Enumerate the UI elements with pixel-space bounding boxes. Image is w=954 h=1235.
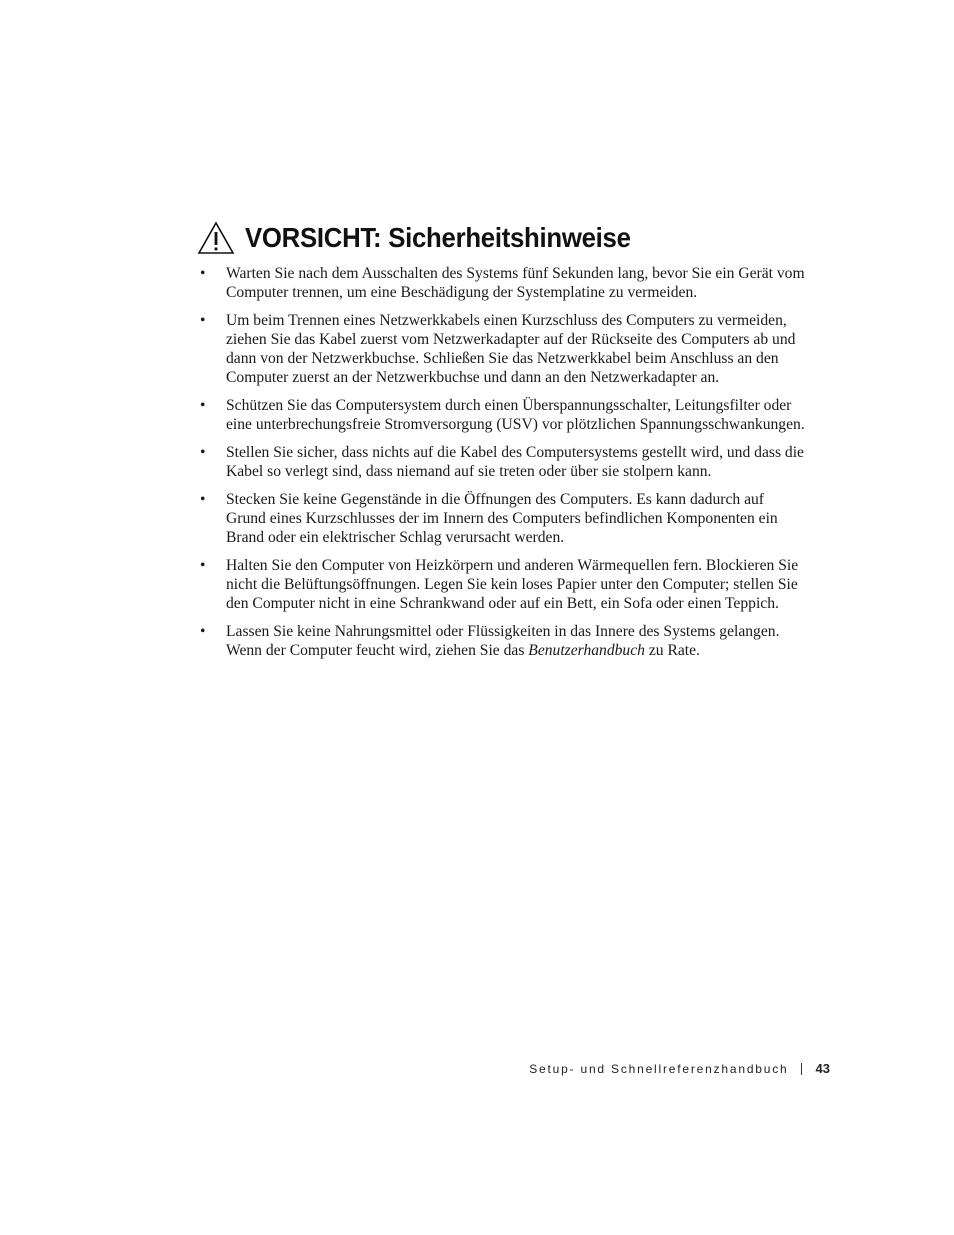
- list-item-text: [226, 623, 779, 659]
- list-item-text: Halten Sie den Computer von Heizkörpern und anderen Wärmequellen fern. Blockieren Sie nicht die Belüftungsöffnungen. Legen Sie kein loses Papier unter den Computer; stellen Sie den Computer nicht in eine Schrankwand oder auf ein Bett, ein Sofa oder einen Teppich.: [226, 557, 799, 612]
- safety-instructions-list: [200, 264, 805, 669]
- bullet: •: [200, 312, 206, 329]
- footer-title: Setup- und Schnellreferenzhandbuch: [529, 1061, 789, 1076]
- list-item-text: Warten Sie nach dem Ausschalten des Systems fünf Sekunden lang, bevor Sie ein Gerät vom Computer trennen, um eine Beschädigung der Systemplatine zu vermeiden.: [226, 265, 805, 301]
- bullet: •: [200, 397, 206, 414]
- page-title: VORSICHT: Sicherheitshinweise: [245, 222, 631, 253]
- page-number: 43: [815, 1061, 830, 1076]
- list-item: [200, 311, 805, 387]
- list-item: [200, 556, 805, 613]
- bullet: •: [200, 444, 206, 461]
- list-item-text: Um beim Trennen eines Netzwerkkabels einen Kurzschluss des Computers zu vermeiden, ziehen Sie das Kabel zuerst vom Netzwerkadapter auf der Rückseite des Computers ab und dann von der Netzwerkbuchse. Schließen Sie das Netzwerkkabel beim Anschluss an den Computer zuerst an der Netzwerkbuchse und dann an den Netzwerkadapter an.: [226, 312, 796, 386]
- list-item-text-part: Lassen Sie keine Nahrungsmittel oder Flüssigkeiten in das Innere des Systems gelangen. Wenn der Computer feucht wird, ziehen Sie das: [226, 623, 780, 659]
- bullet: •: [200, 265, 206, 282]
- bullet: •: [200, 557, 206, 574]
- list-item: [200, 396, 805, 434]
- footer-divider: [801, 1063, 802, 1075]
- list-item-text: Stecken Sie keine Gegenstände in die Öffnungen des Computers. Es kann dadurch auf Grund eines Kurzschlusses der im Innern des Computers befindlichen Komponenten ein Brand oder ein elektrischer Schlag verursacht werden.: [226, 491, 778, 546]
- bullet: •: [200, 491, 206, 508]
- list-item-text-part: zu Rate.: [644, 642, 700, 659]
- manual-title: Benutzerhandbuch: [528, 642, 645, 659]
- section-heading: [197, 218, 664, 258]
- list-item: [200, 443, 805, 481]
- list-item: [200, 490, 805, 547]
- list-item-text: Schützen Sie das Computersystem durch einen Überspannungsschalter, Leitungsfilter oder eine unterbrechungsfreie Stromversorgung (USV) vor plötzlichen Spannungsschwankungen.: [226, 397, 805, 433]
- list-item: [200, 622, 805, 660]
- warning-triangle-icon: [197, 221, 235, 255]
- list-item: [200, 264, 805, 302]
- page-footer: [529, 1061, 830, 1076]
- bullet: •: [200, 623, 206, 640]
- list-item-text: Stellen Sie sicher, dass nichts auf die Kabel des Computersystems gestellt wird, und dass die Kabel so verlegt sind, dass niemand auf sie treten oder über sie stolpern kann.: [226, 444, 804, 480]
